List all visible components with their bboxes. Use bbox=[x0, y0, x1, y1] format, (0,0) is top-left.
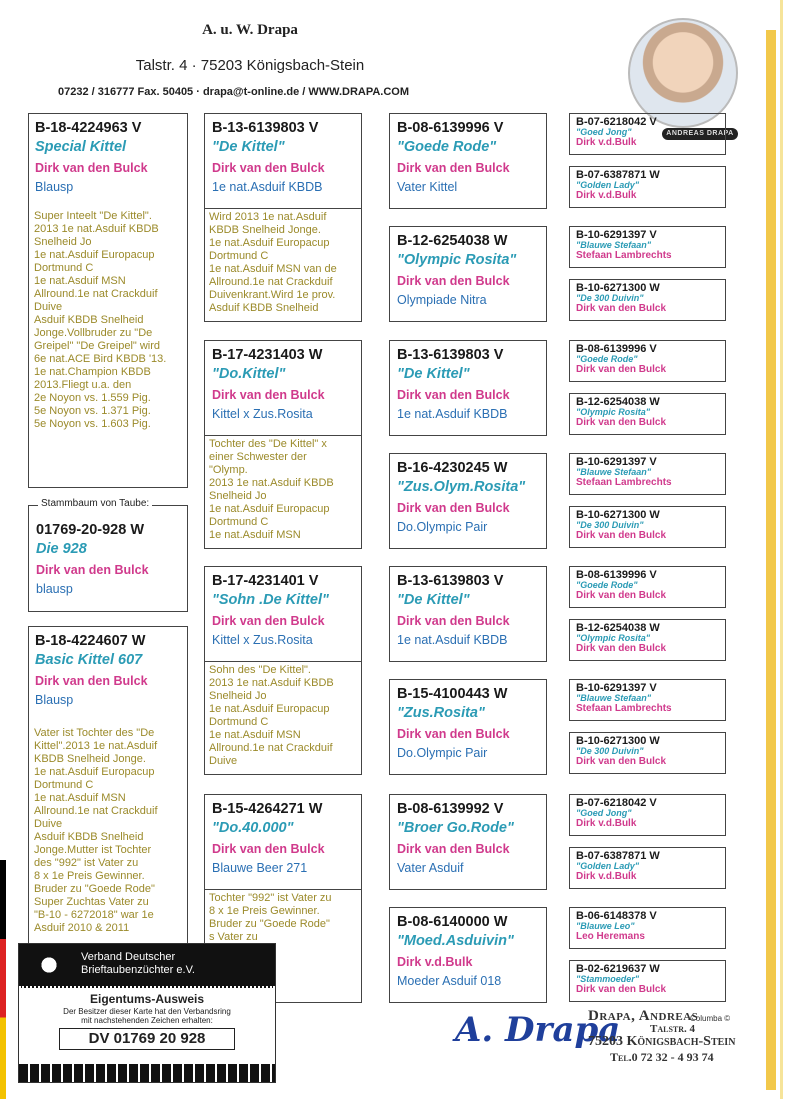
grandparent-color: 1e nat.Asduif KBDB bbox=[212, 180, 323, 194]
gen4-name: "De 300 Duivin" bbox=[576, 293, 644, 303]
mother-description: Vater ist Tochter des "De Kittel".2013 1e nat.Asduif KBDB Snelheid Jonge. 1e nat.Asduif Europacup Dortmund C 1e nat.Asduif MSN Allround.1e nat Crackduif Duive Asduif KBDB Snelheid Jonge.Mutter ist Tochter des "992" ist Vater zu 8 x 1e Preis Gewinner. Bruder zu "Goede Rode" Super Zuchtas Vater zu "B-10 - 6272018" war 1e Asduif 2010 & 2011 bbox=[34, 727, 158, 934]
gen4-name: "Goede Rode" bbox=[576, 580, 638, 590]
card-title: Eigentums-Ausweis bbox=[89, 992, 205, 1006]
ggp-breeder: Dirk van den Bulck bbox=[397, 727, 510, 741]
grandparent-description: Tochter "992" ist Vater zu 8 x 1e Preis Gewinner. Bruder zu "Goede Rode" s Vater zu bbox=[209, 892, 332, 943]
great-grandparent-box bbox=[389, 453, 547, 549]
gen4-ring: B-08-6139996 V bbox=[576, 343, 657, 355]
gen4-box bbox=[569, 732, 726, 774]
gen4-ring: B-12-6254038 W bbox=[576, 396, 660, 408]
gen4-breeder: Stefaan Lambrechts bbox=[576, 703, 672, 714]
mother-ring: B-18-4224607 W bbox=[35, 633, 146, 649]
gen4-box bbox=[569, 393, 726, 435]
ggp-ring: B-16-4230245 W bbox=[397, 460, 508, 476]
gen4-breeder: Dirk van den Bulck bbox=[576, 364, 667, 375]
great-grandparent-box bbox=[389, 566, 547, 662]
great-grandparent-box bbox=[389, 226, 547, 322]
gen4-box bbox=[569, 340, 726, 382]
grandparent-name: "Sohn .De Kittel" bbox=[212, 592, 329, 608]
ggp-color: Do.Olympic Pair bbox=[397, 520, 488, 534]
gen4-name: "Olympic Rosita" bbox=[576, 407, 651, 417]
gen4-name: "De 300 Duivin" bbox=[576, 520, 644, 530]
great-grandparent-box bbox=[389, 679, 547, 775]
grandparent-color: Kittel x Zus.Rosita bbox=[212, 407, 313, 421]
subject-name: Die 928 bbox=[36, 541, 87, 557]
gen4-name: "Blauwe Stefaan" bbox=[576, 693, 652, 703]
gen4-box bbox=[569, 847, 726, 889]
father-description: Super Inteelt "De Kittel". 2013 1e nat.Asduif KBDB Snelheid Jo 1e nat.Asduif Europacup Dortmund C 1e nat.Asduif MSN Allround.1e nat Crackduif Duive Asduif KBDB Snelheid Jonge.Vollbruder zu "De Greipel" "De Greipel" wird 6e nat.ACE Bird KBDB '13. 1e nat.Champion KBDB 2013.Fliegt u.a. den 2e Noyon vs. 1.559 Pig. 5e Noyon vs. 1.371 Pig. 5e Noyon vs. 1.603 Pig. bbox=[34, 210, 167, 430]
grandparent-description: Sohn des "De Kittel". 2013 1e nat.Asduif KBDB Snelheid Jo 1e nat.Asduif Europacup Dortmund C 1e nat.Asduif MSN Allround.1e nat Crackduif Duive bbox=[209, 664, 334, 767]
gen4-ring: B-10-6291397 V bbox=[576, 682, 657, 694]
subject-box bbox=[28, 505, 188, 612]
gen4-box bbox=[569, 679, 726, 721]
ggp-breeder: Dirk van den Bulck bbox=[397, 274, 510, 288]
ggp-ring: B-08-6139996 V bbox=[397, 120, 504, 136]
gen4-breeder: Stefaan Lambrechts bbox=[576, 250, 672, 261]
card-organization: Verband Deutscher Brieftaubenzüchter e.V. bbox=[81, 951, 195, 976]
subject-color: blausp bbox=[36, 582, 73, 596]
ggp-color: 1e nat.Asduif KBDB bbox=[397, 407, 508, 421]
grandparent-box bbox=[204, 340, 362, 436]
gen4-breeder: Stefaan Lambrechts bbox=[576, 477, 672, 488]
gen4-breeder: Dirk v.d.Bulk bbox=[576, 818, 637, 829]
gen4-ring: B-10-6291397 V bbox=[576, 456, 657, 468]
card-text: Der Besitzer dieser Karte hat den Verbandsring mit nachstehenden Zeichen erhalten: bbox=[63, 1007, 231, 1025]
ggp-breeder: Dirk van den Bulck bbox=[397, 614, 510, 628]
gen4-breeder: Dirk van den Bulck bbox=[576, 590, 667, 601]
mother-name: Basic Kittel 607 bbox=[35, 652, 143, 668]
stamp-phone: Tel.0 72 32 - 4 93 74 bbox=[610, 1050, 714, 1064]
grandparent-box bbox=[204, 794, 362, 890]
gen4-breeder: Dirk van den Bulck bbox=[576, 417, 667, 428]
loft-contact: 07232 / 316777 Fax. 50405 · drapa@t-online.de / WWW.DRAPA.COM bbox=[58, 86, 410, 98]
mother-color: Blausp bbox=[35, 693, 74, 707]
gen4-name: "Goede Rode" bbox=[576, 354, 638, 364]
stamp-street: Talstr. 4 bbox=[650, 1023, 696, 1035]
flag-stripe bbox=[0, 860, 6, 1099]
gen4-name: "Golden Lady" bbox=[576, 180, 640, 190]
gen4-breeder: Dirk van den Bulck bbox=[576, 984, 667, 995]
great-grandparent-box bbox=[389, 113, 547, 209]
stamp-name: Drapa, Andreas bbox=[588, 1008, 699, 1024]
gen4-name: "Blauwe Stefaan" bbox=[576, 240, 652, 250]
gen4-box bbox=[569, 566, 726, 608]
ggp-breeder: Dirk van den Bulck bbox=[397, 388, 510, 402]
gen4-ring: B-02-6219637 W bbox=[576, 963, 660, 975]
ggp-ring: B-15-4100443 W bbox=[397, 686, 508, 702]
photo-badge: ANDREAS DRAPA bbox=[662, 128, 738, 140]
gen4-ring: B-10-6271300 W bbox=[576, 282, 660, 294]
grandparent-ring: B-17-4231401 V bbox=[212, 573, 319, 589]
gen4-name: "Goed Jong" bbox=[576, 127, 632, 137]
ggp-breeder: Dirk van den Bulck bbox=[397, 842, 510, 856]
father-color: Blausp bbox=[35, 180, 74, 194]
father-name: Special Kittel bbox=[35, 139, 127, 155]
grandparent-breeder: Dirk van den Bulck bbox=[212, 614, 325, 628]
ownership-card bbox=[18, 943, 276, 1083]
ggp-ring: B-13-6139803 V bbox=[397, 347, 504, 363]
ggp-ring: B-13-6139803 V bbox=[397, 573, 504, 589]
ggp-color: 1e nat.Asduif KBDB bbox=[397, 633, 508, 647]
gen4-ring: B-12-6254038 W bbox=[576, 622, 660, 634]
ggp-breeder: Dirk v.d.Bulk bbox=[397, 955, 473, 969]
grandparent-ring: B-17-4231403 W bbox=[212, 347, 323, 363]
gen4-box bbox=[569, 166, 726, 208]
grandparent-box bbox=[204, 566, 362, 662]
subject-breeder: Dirk van den Bulck bbox=[36, 563, 149, 577]
stamp-city: 75203 Königsbach-Stein bbox=[588, 1034, 736, 1049]
ggp-name: "De Kittel" bbox=[397, 592, 470, 608]
ggp-color: Do.Olympic Pair bbox=[397, 746, 488, 760]
signature: A. Drapa bbox=[455, 1010, 621, 1050]
gen4-ring: B-07-6218042 V bbox=[576, 116, 657, 128]
grandparent-color: Blauwe Beer 271 bbox=[212, 861, 308, 875]
gen4-name: "Blauwe Leo" bbox=[576, 921, 635, 931]
owner-photo bbox=[628, 18, 738, 128]
gen4-breeder: Dirk v.d.Bulk bbox=[576, 190, 637, 201]
grandparent-description: Wird 2013 1e nat.Asduif KBDB Snelheid Jonge. 1e nat.Asduif Europacup Dortmund C 1e nat.Asduif MSN van de Allround.1e nat Crackduif Duivenkrant.Wird 1e prov. Asduif KBDB Snelheid bbox=[209, 211, 337, 314]
ggp-breeder: Dirk van den Bulck bbox=[397, 161, 510, 175]
ggp-name: "Zus.Olym.Rosita" bbox=[397, 479, 526, 495]
gen4-box bbox=[569, 506, 726, 548]
gen4-ring: B-10-6271300 W bbox=[576, 735, 660, 747]
card-header bbox=[19, 944, 275, 988]
gen4-name: "De 300 Duivin" bbox=[576, 746, 644, 756]
gen4-ring: B-07-6218042 V bbox=[576, 797, 657, 809]
grandparent-breeder: Dirk van den Bulck bbox=[212, 388, 325, 402]
side-stripe-yellow bbox=[766, 30, 776, 1090]
ggp-name: "Olympic Rosita" bbox=[397, 252, 517, 268]
ggp-name: "Moed.Asduivin" bbox=[397, 933, 514, 949]
grandparent-breeder: Dirk van den Bulck bbox=[212, 161, 325, 175]
grandparent-name: "De Kittel" bbox=[212, 139, 285, 155]
card-ring-number: DV 01769 20 928 bbox=[59, 1028, 235, 1050]
gen4-breeder: Dirk van den Bulck bbox=[576, 530, 667, 541]
grandparent-ring: B-15-4264271 W bbox=[212, 801, 323, 817]
gen4-breeder: Leo Heremans bbox=[576, 931, 645, 942]
gen4-breeder: Dirk v.d.Bulk bbox=[576, 871, 637, 882]
ggp-name: "Goede Rode" bbox=[397, 139, 497, 155]
grandparent-breeder: Dirk van den Bulck bbox=[212, 842, 325, 856]
ggp-color: Vater Kittel bbox=[397, 180, 458, 194]
gen4-box bbox=[569, 226, 726, 268]
gen4-breeder: Dirk van den Bulck bbox=[576, 643, 667, 654]
grandparent-description: Tochter des "De Kittel" x einer Schwester der "Olymp. 2013 1e nat.Asduif KBDB Snelheid Jo 1e nat.Asduif Europacup Dortmund C 1e nat.Asduif MSN bbox=[209, 438, 334, 541]
gen4-breeder: Dirk van den Bulck bbox=[576, 756, 667, 767]
father-breeder: Dirk van den Bulck bbox=[35, 161, 148, 175]
grandparent-box bbox=[204, 113, 362, 209]
gen4-box bbox=[569, 279, 726, 321]
gen4-name: "Olympic Rosita" bbox=[576, 633, 651, 643]
gen4-name: "Blauwe Stefaan" bbox=[576, 467, 652, 477]
gen4-name: "Golden Lady" bbox=[576, 861, 640, 871]
gen4-ring: B-10-6291397 V bbox=[576, 229, 657, 241]
card-pattern bbox=[19, 1064, 275, 1082]
pigeon-logo-icon bbox=[29, 950, 69, 980]
gen4-box bbox=[569, 113, 726, 155]
gen4-box bbox=[569, 794, 726, 836]
ggp-name: "De Kittel" bbox=[397, 366, 470, 382]
loft-name: A. u. W. Drapa bbox=[202, 22, 298, 38]
ggp-breeder: Dirk van den Bulck bbox=[397, 501, 510, 515]
gen4-ring: B-07-6387871 W bbox=[576, 850, 660, 862]
gen4-box bbox=[569, 453, 726, 495]
gen4-name: "Stammoeder" bbox=[576, 974, 640, 984]
grandparent-ring: B-13-6139803 V bbox=[212, 120, 319, 136]
gen4-ring: B-06-6148378 V bbox=[576, 910, 657, 922]
gen4-name: "Goed Jong" bbox=[576, 808, 632, 818]
ggp-ring: B-08-6140000 W bbox=[397, 914, 508, 930]
subject-ring: 01769-20-928 W bbox=[36, 522, 145, 538]
columba-credit: Columba © bbox=[690, 1014, 731, 1023]
ggp-color: Olympiade Nitra bbox=[397, 293, 487, 307]
gen4-breeder: Dirk v.d.Bulk bbox=[576, 137, 637, 148]
ggp-name: "Broer Go.Rode" bbox=[397, 820, 514, 836]
ggp-color: Vater Asduif bbox=[397, 861, 464, 875]
ggp-ring: B-12-6254038 W bbox=[397, 233, 508, 249]
great-grandparent-box bbox=[389, 907, 547, 1003]
great-grandparent-box bbox=[389, 340, 547, 436]
gen4-ring: B-07-6387871 W bbox=[576, 169, 660, 181]
father-ring: B-18-4224963 V bbox=[35, 120, 142, 136]
gen4-ring: B-10-6271300 W bbox=[576, 509, 660, 521]
stammbaum-label: Stammbaum von Taube: bbox=[38, 498, 152, 509]
loft-address: Talstr. 4 · 75203 Königsbach-Stein bbox=[135, 57, 365, 74]
grandparent-name: "Do.Kittel" bbox=[212, 366, 286, 382]
gen4-breeder: Dirk van den Bulck bbox=[576, 303, 667, 314]
mother-breeder: Dirk van den Bulck bbox=[35, 674, 148, 688]
grandparent-name: "Do.40.000" bbox=[212, 820, 294, 836]
gen4-box bbox=[569, 907, 726, 949]
side-stripe-light bbox=[780, 0, 783, 1099]
great-grandparent-box bbox=[389, 794, 547, 890]
gen4-ring: B-08-6139996 V bbox=[576, 569, 657, 581]
ggp-color: Moeder Asduif 018 bbox=[397, 974, 502, 988]
gen4-box bbox=[569, 960, 726, 1002]
ggp-name: "Zus.Rosita" bbox=[397, 705, 485, 721]
gen4-box bbox=[569, 619, 726, 661]
ggp-ring: B-08-6139992 V bbox=[397, 801, 504, 817]
grandparent-color: Kittel x Zus.Rosita bbox=[212, 633, 313, 647]
